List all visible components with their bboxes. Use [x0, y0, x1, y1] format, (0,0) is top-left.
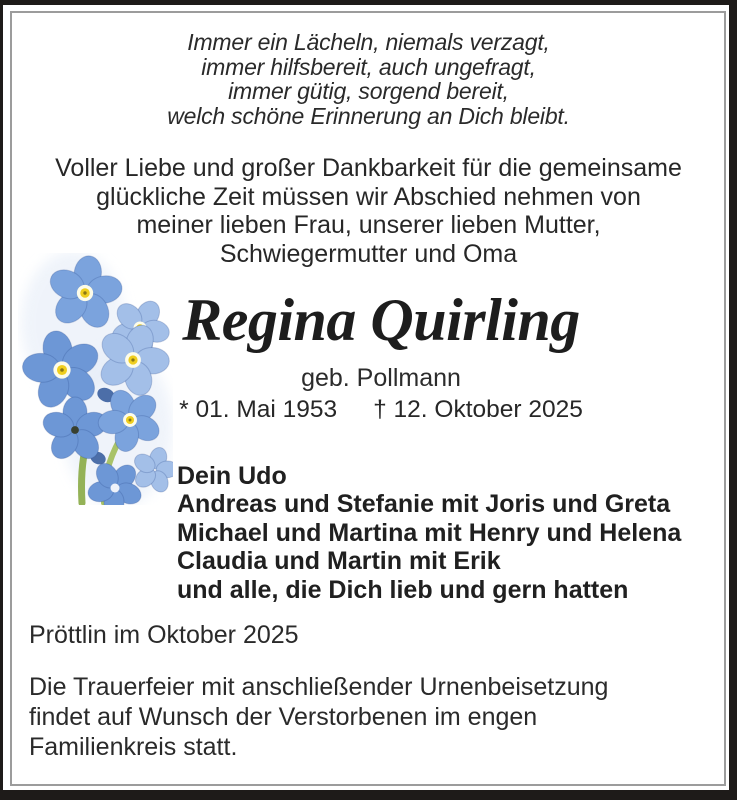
mourner-line: Dein Udo: [177, 462, 287, 490]
mourner-line: Andreas und Stefanie mit Joris und Greta: [177, 490, 671, 519]
mourner-line: Michael und Martina mit Henry und Helena: [177, 518, 682, 547]
birth-date: * 01. Mai 1953: [179, 396, 338, 423]
funeral-line: findet auf Wunsch der Verstorbenen im engen: [29, 703, 538, 731]
poem-line: immer gütig, sorgend bereit,: [228, 78, 509, 104]
funeral-information: [29, 672, 608, 762]
farewell-line: meiner lieben Frau, unserer lieben Mutter,: [136, 211, 601, 239]
life-dates: [25, 396, 737, 424]
funeral-line: Die Trauerfeier mit anschließender Urnenbeisetzung: [29, 673, 609, 701]
mourners-list: [177, 462, 681, 604]
farewell-text: [0, 154, 737, 268]
funeral-line: Familienkreis statt.: [29, 733, 238, 761]
poem-line: welch schöne Erinnerung an Dich bleibt.: [167, 102, 570, 129]
poem-line: Immer ein Lächeln, niemals verzagt,: [187, 29, 550, 55]
maiden-name: geb. Pollmann: [301, 364, 461, 392]
death-date: † 12. Oktober 2025: [373, 396, 583, 423]
place-and-date: Pröttlin im Oktober 2025: [29, 621, 299, 649]
deceased-name: Regina Quirling: [182, 287, 580, 353]
farewell-line: glückliche Zeit müssen wir Abschied nehmen von: [96, 182, 641, 211]
farewell-line: Schwiegermutter und Oma: [219, 239, 518, 268]
mourner-line: Claudia und Martin mit Erik: [177, 547, 501, 576]
poem-line: immer hilfsbereit, auch ungefragt,: [201, 53, 536, 80]
farewell-line: Voller Liebe und großer Dankbarkeit für die gemeinsame: [55, 154, 682, 182]
memorial-poem: [0, 30, 737, 128]
mourner-line: und alle, die Dich lieb und gern hatten: [177, 575, 629, 604]
